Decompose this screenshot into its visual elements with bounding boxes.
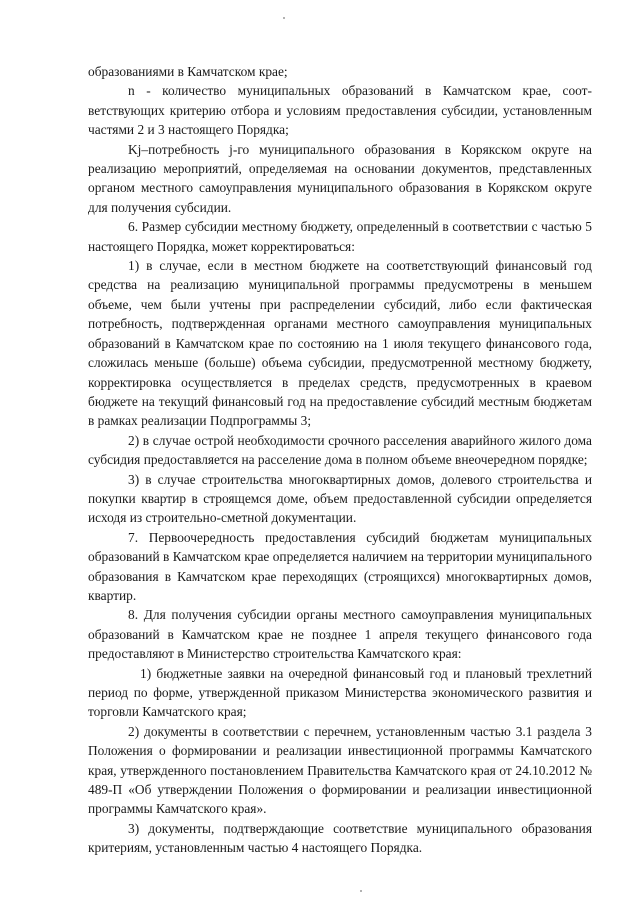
document-body [88,62,592,858]
paragraph-clause-6-item-2: 2) в случае острой необходимости срочного расселения аварийного жилого дома субсидия предоставляется на расселение дома в полном объеме внеочередном порядке; [88,432,592,468]
paragraph-n-definition: n - количество муниципальных образований в Камчатском крае, соответствующих критерию отбора и условиям предоставления субсидии, установленным частями 2 и 3 настоящего Порядка; [88,83,592,138]
paragraph-clause-8: 8. Для получения субсидии органы местного самоуправления муниципальных образований в Камчатском крае не позднее 1 апреля текущего финансового года предоставляют в Министерство строительства Камчатского края: [88,607,592,662]
paragraph-clause-6-item-3: 3) в случае строительства многоквартирных домов, долевого строительства и покупки квартир в строящемся доме, объем предоставленной субсидии определяется исходя из строительно-сметной документации. [88,471,592,526]
paragraph-clause-7: 7. Первоочередность предоставления субсидий бюджетам муниципальных образований в Камчатском крае определяется наличием на территории муниципального образования в Камчатском крае переходящих (строящихся) многоквартирных домов, квартир. [88,529,592,603]
paragraph-clause-6-item-1: 1) в случае, если в местном бюджете на соответствующий финансовый год средства на реализацию муниципальной программы предусмотрены в меньшем объеме, чем были учтены при распределении субсидий, либо если фактическая потребность, подтвержденная органами местного самоуправления муниципальных образований в Камчатском крае по состоянию на 1 июля текущего финансового года, сложилась меньше (больше) объема субсидии, предусмотренной местному бюджету, корректировка осуществляется в пределах средств, предусмотренных в краевом бюджете на текущий финансовый год на предоставление субсидий местным бюджетам в рамках реализации Подпрограммы 3; [88,258,592,429]
paragraph-clause-8-item-2: 2) документы в соответствии с перечнем, установленным частью 3.1 раздела 3 Положения о формировании и реализации инвестиционной программы Камчатского края, утвержденного постановлением Правительства Камчатского края от 24.10.2012 № 489-П «Об утверждении Положения о формировании и реализации инвестиционной программы Камчатского края». [88,723,592,817]
paragraph-kj-definition: Kj–потребность j-го муниципального образования в Корякском округе на реализацию мероприятий, определяемая на основании документов, представленных органом местного самоуправления муниципального образования в Корякском округе для получения субсидии. [88,141,592,215]
paragraph-clause-6: 6. Размер субсидии местному бюджету, определенный в соответствии с частью 5 настоящего Порядка, может корректироваться: [88,219,592,254]
scan-speck [360,890,362,892]
paragraph-continuation: образованиями в Камчатском крае; [88,64,288,79]
scan-speck [283,17,285,19]
paragraph-clause-8-item-3: 3) документы, подтверждающие соответствие муниципального образования критериям, установленным частью 4 настоящего Порядка. [88,820,592,856]
paragraph-clause-8-item-1: 1) бюджетные заявки на очередной финансовый год и плановый трехлетний период по форме, утвержденной приказом Министерства экономического развития и торговли Камчатского края; [88,665,592,720]
